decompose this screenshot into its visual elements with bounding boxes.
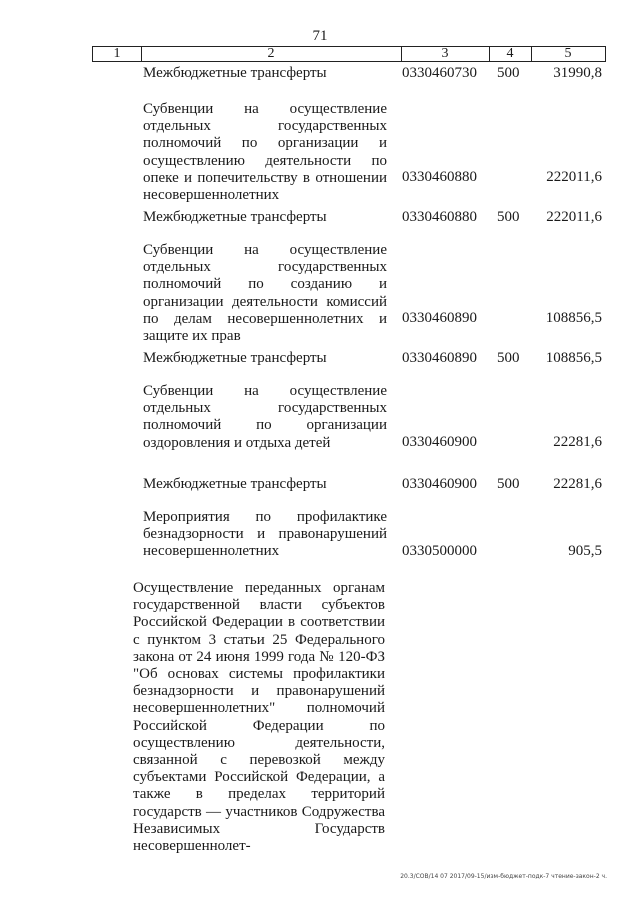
row-kind: 500 [497, 476, 520, 492]
row-amount: 222011,6 [546, 209, 602, 225]
footer-document-code: 20.3/СОВ/14 07 2017/09-15/изм-бюджет-подк-7 чтение-закон-2 ч. [400, 873, 607, 880]
row-amount: 31990,8 [553, 65, 602, 81]
header-col-3: 3 [401, 47, 490, 61]
row-kind: 500 [497, 65, 520, 81]
row-code: 0330460890 [402, 350, 477, 366]
header-col-1: 1 [93, 47, 142, 61]
row-amount: 905,5 [568, 543, 602, 559]
row-description: Субвенции на осуществление отдельных государственных полномочий по организации оздоровления и отдыха детей [143, 383, 387, 451]
row-description: Мероприятия по профилактике безнадзорности и правонарушений несовершеннолетних [143, 509, 387, 560]
row-amount: 222011,6 [546, 169, 602, 185]
row-description: Субвенции на осуществление отдельных государственных полномочий по организации и осуществлению деятельности по опеке и попечительству в отношении несовершеннолетних [143, 101, 387, 204]
row-amount: 108856,5 [545, 350, 602, 366]
row-code: 0330460890 [402, 310, 477, 326]
header-col-4: 4 [489, 47, 532, 61]
row-code: 0330460900 [402, 476, 477, 492]
row-code: 0330460900 [402, 434, 477, 450]
row-code: 0330460730 [402, 65, 477, 81]
row-kind: 500 [497, 209, 520, 225]
row-code: 0330460880 [402, 169, 477, 185]
row-code: 0330460880 [402, 209, 477, 225]
long-paragraph: Осуществление переданных органам государственной власти субъектов Российской Федерации в соответствии с пунктом 3 статьи 25 Федерального закона от 24 июня 1999 года № 120-ФЗ "Об основах системы профилактики безнадзорности и правонарушений несовершеннолетних" полномочий Российской Федерации по осуществлению деятельности, связанной с перевозкой между субъектами Российской Федерации, а также в пределах территорий государств — участников Содружества Независимых Государств несовершеннолет- [133, 580, 385, 855]
row-amount: 108856,5 [545, 310, 602, 326]
row-description: Субвенции на осуществление отдельных государственных полномочий по созданию и организации деятельности комиссий по делам несовершеннолетних и защите их прав [143, 242, 387, 345]
row-amount: 22281,6 [553, 476, 602, 492]
row-description: Межбюджетные трансферты [143, 209, 327, 225]
page-number: 71 [312, 28, 328, 44]
row-description: Межбюджетные трансферты [143, 350, 327, 366]
header-col-5: 5 [564, 46, 572, 61]
table-header [92, 46, 606, 62]
row-code: 0330500000 [402, 543, 477, 559]
row-kind: 500 [497, 350, 520, 366]
header-col-2: 2 [141, 47, 402, 61]
row-description: Межбюджетные трансферты [143, 65, 327, 81]
row-description: Межбюджетные трансферты [143, 476, 327, 492]
row-amount: 22281,6 [553, 434, 602, 450]
